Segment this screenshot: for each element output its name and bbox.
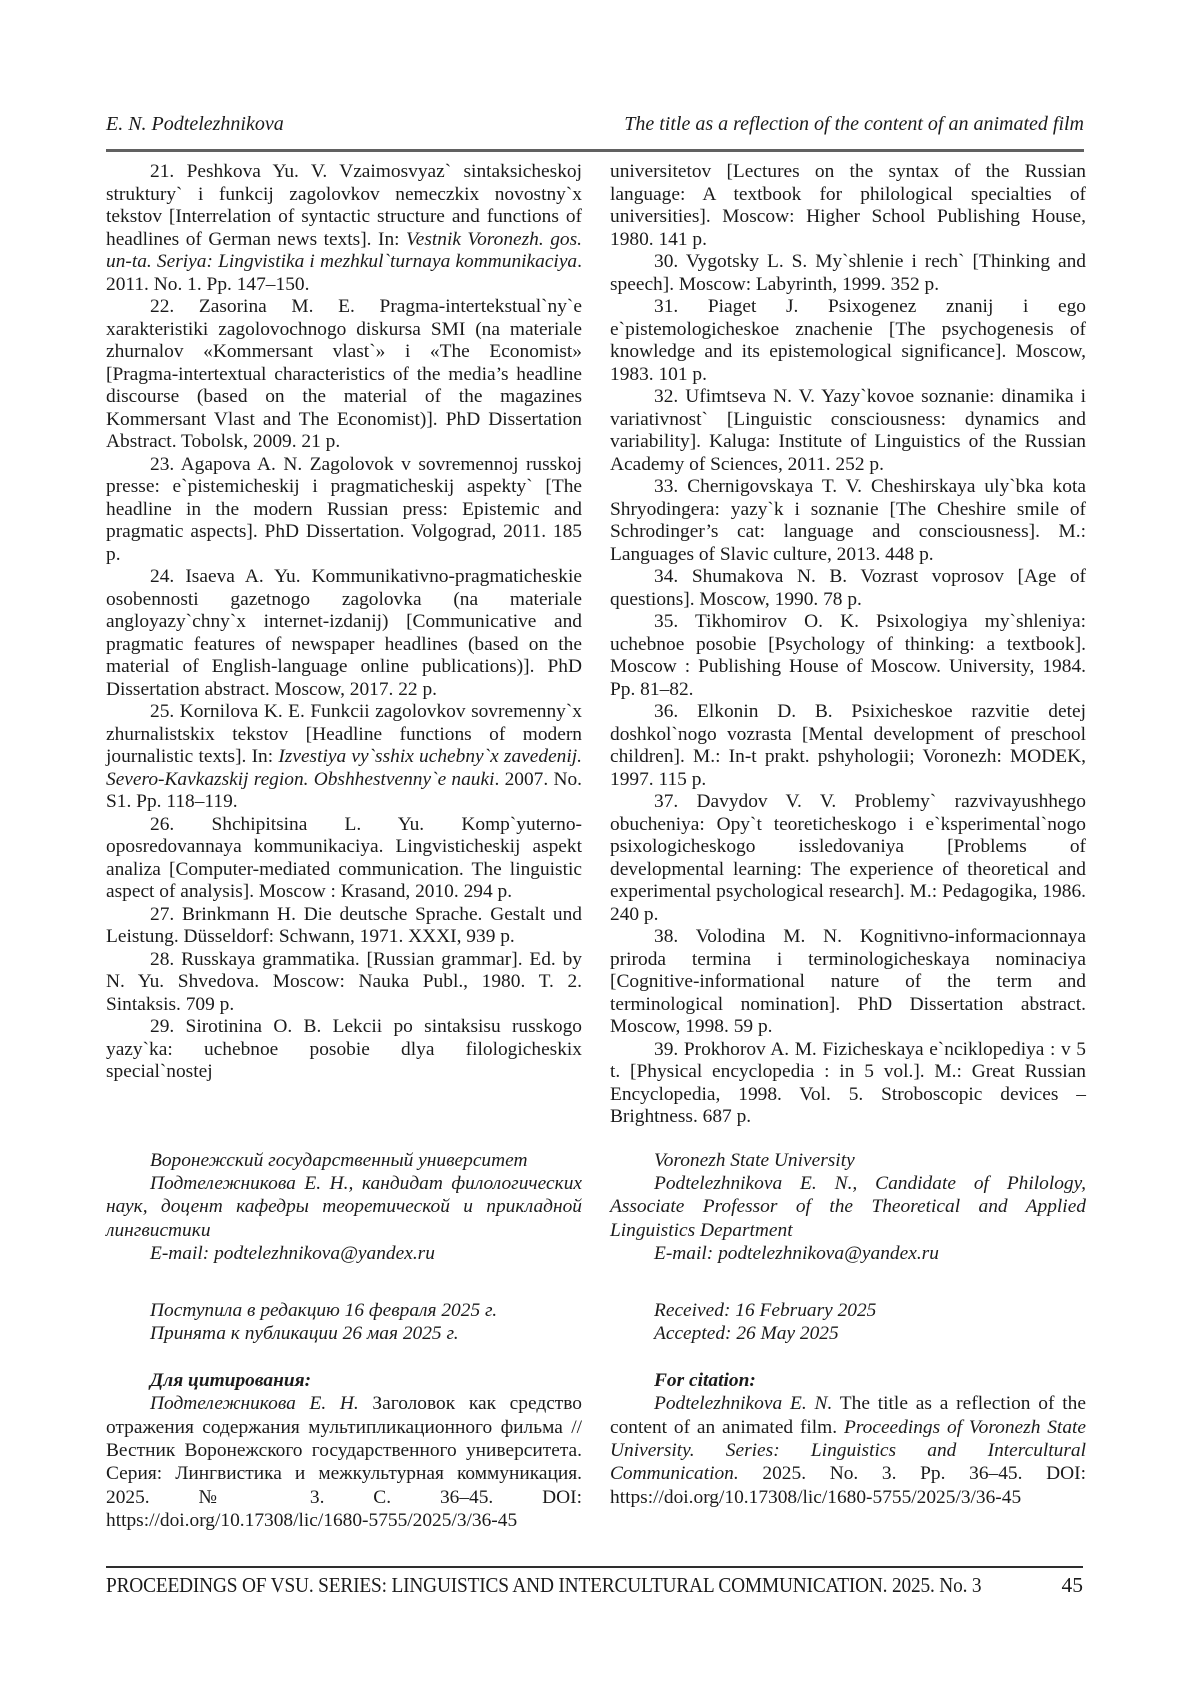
header-rule <box>106 149 1084 152</box>
dates-en <box>610 1299 1086 1345</box>
received-date-en: Received: 16 February 2025 <box>654 1300 877 1321</box>
author-info-ru <box>106 1149 582 1265</box>
reference-item <box>106 701 582 814</box>
text-run: 26. Shchipitsina L. Yu. Komp`yuterno-oposredovannaya kommunikaciya. Lingvisticheskij aspekt analiza [Computer-mediated communication. The linguistic aspect of analysis]. Moscow : Krasand, 2010. 294 p. <box>106 813 582 902</box>
text-run: Izvestiya vy`sshix uchebny`x zavedenij. Severo-Kavkazskij region. Obshhestvenny`e nauki <box>106 746 583 790</box>
text-run: 25. Kornilova K. E. Funkcii zagolovkov sovremenny`x zhurnalistskix tekstov [Headline functions of modern journalistic texts]. In: <box>106 701 582 767</box>
reference-item <box>610 476 1086 566</box>
text-run: The title as a reflection of the content of an animated film. <box>610 1393 1086 1438</box>
author-info-en <box>610 1149 1086 1265</box>
text-run: 34. Shumakova N. B. Vozrast voprosov [Age of questions]. Moscow, 1990. 78 p. <box>610 566 1086 610</box>
citation-ru <box>106 1369 582 1533</box>
citation-text-ru <box>106 1392 582 1532</box>
text-run: universitetov [Lectures on the syntax of the Russian language: A textbook for philological specialties of universities]. Moscow: Higher School Publishing House, 1980. 141 p. <box>610 161 1086 250</box>
text-run: 30. Vygotsky L. S. My`shlenie i rech` [Thinking and speech]. Moscow: Labyrinth, 1999. 352 p. <box>610 251 1086 295</box>
accepted-date-en: Accepted: 26 May 2025 <box>654 1323 839 1345</box>
text-run: 35. Tikhomirov O. K. Psixologiya my`shleniya: uchebnoe posobie [Psychology of thinking: a textbook]. Moscow : Publishing House of Moscow. University, 1984. Pp. 81–82. <box>610 611 1086 700</box>
footer-page-number: 45 <box>1061 1573 1083 1597</box>
reference-item <box>610 791 1086 926</box>
reference-item <box>106 814 582 904</box>
reference-item <box>610 701 1086 791</box>
running-header-author: E. N. Podtelezhnikova <box>106 113 284 135</box>
author-bio-ru: Подтележникова Е. Н., кандидат филологических наук, доцент кафедры теоретической и прикладной лингвистики <box>106 1173 582 1241</box>
text-run: Proceedings of Voronezh State University. Series: Linguistics and Intercultural Communication. <box>610 1416 1087 1485</box>
text-run: 24. Isaeva A. Yu. Kommunikativno-pragmaticheskie osobennosti gazetnogo zagolovka (na materiale angloyazy`chny`x internet-izdanij) [Communicative and pragmatic features of newspaper headlines (based on the material of English-language online publications)]. PhD Dissertation abstract. Moscow, 2017. 22 p. <box>106 566 582 700</box>
citation-text-en <box>610 1392 1086 1509</box>
reference-item <box>106 904 582 949</box>
citation-en <box>610 1369 1086 1533</box>
text-run: 28. Russkaya grammatika. [Russian grammar]. Ed. by N. Yu. Shvedova. Moscow: Nauka Publ., 1980. T. 2. Sintaksis. 709 p. <box>106 948 582 1015</box>
text-run: 23. Agapova A. N. Zagolovok v sovremennoj russkoj presse: e`pistemicheskij i pragmaticheskij aspekty` [The headline in the modern Russian press: Epistemic and pragmatic aspects]. PhD Dissertation. Volgograd, 2011. 185 p. <box>106 453 582 565</box>
text-run: . 2007. No. S1. Pp. 118–119. <box>106 768 582 812</box>
text-run: 22. Zasorina M. E. Pragma-intertekstual`ny`e xarakteristiki zagolovochnogo diskursa SMI (na materiale zhurnalov «Kommersant vlast`» i «The Economist» [Pragma-intertextual characteristics of the media’s headline discourse (based on the material of the magazines Kommersant Vlast and The Economist)]. PhD Dissertation Abstract. Tobolsk, 2009. 21 p. <box>106 296 582 452</box>
references-section <box>106 161 1086 1129</box>
reference-item <box>610 161 1086 251</box>
reference-item <box>610 251 1086 296</box>
text-run: 36. Elkonin D. B. Psixicheskoe razvitie detej doshkol`nogo vozrasta [Mental development of preschool children]. M.: In-t prakt. pshyhologii; Voronezh: MODEK, 1997. 115 p. <box>610 701 1086 790</box>
text-run: . 2011. No. 1. Pp. 147–150. <box>106 251 582 295</box>
reference-item <box>610 296 1086 386</box>
text-run: 32. Ufimtseva N. V. Yazy`kovoe soznanie: dinamika i variativnost` [Linguistic consciousness: dynamics and variability]. Kaluga: Institute of Linguistics of the Russian Academy of Sciences, 2011. 252 p. <box>610 386 1086 475</box>
reference-item <box>610 386 1086 476</box>
author-email-ru: E-mail: podtelezhnikova@yandex.ru <box>150 1242 435 1264</box>
reference-item <box>106 566 582 701</box>
footer-journal-line: PROCEEDINGS OF VSU. SERIES: LINGUISTICS AND INTERCULTURAL COMMUNICATION. 2025. No. 3 <box>106 1573 982 1597</box>
text-run: 27. Brinkmann H. Die deutsche Sprache. Gestalt und Leistung. Düsseldorf: Schwann, 1971. XXXI, 939 p. <box>106 903 582 947</box>
reference-item <box>610 926 1086 1039</box>
references-right-column <box>610 161 1086 1129</box>
author-bio-en: Podtelezhnikova E. N., Candidate of Philology, Associate Professor of the Theoretical and Applied Linguistics Department <box>610 1173 1086 1241</box>
text-run: 38. Volodina M. N. Kognitivno-informacionnaya priroda termina i terminologicheskaya nominaciya [Cognitive-informational nature of the term and terminological nomination]. PhD Dissertation abstract. Moscow, 1998. 59 p. <box>610 926 1086 1037</box>
dates-ru <box>106 1299 582 1345</box>
running-header <box>106 112 1084 136</box>
text-run: 31. Piaget J. Psixogenez znanij i ego e`pistemologicheskoe znachenie [The psychogenesis of knowledge and its epistemological significance]. Moscow, 1983. 101 p. <box>610 296 1086 385</box>
reference-item <box>106 296 582 454</box>
running-header-title: The title as a reflection of the content of an animated film <box>624 113 1084 135</box>
text-run: 2025. No. 3. Pp. 36–45. DOI: https://doi.org/10.17308/lic/1680-5755/2025/3/36-45 <box>610 1463 1086 1508</box>
reference-item <box>610 611 1086 701</box>
text-run: Vestnik Voronezh. gos. un-ta. Seriya: Lingvistika i mezhkul`turnaya kommunikaciya <box>106 228 582 272</box>
reference-item <box>610 1039 1086 1129</box>
accepted-date-ru: Принята к публикации 26 мая 2025 г. <box>150 1323 459 1345</box>
text-run: Заголовок как средство отражения содержания мультипликационного фильма // Вестник Воронежского государственного университета. Серия: Лингвистика и межкультурная коммуникация. 2025. № 3. С. 36–45. DOI: https://doi.org/10.17308/lic/1680-5755/2025/3/36-45 <box>106 1393 582 1532</box>
reference-item <box>610 566 1086 611</box>
reference-item <box>106 161 582 296</box>
received-date-ru: Поступила в редакцию 16 февраля 2025 г. <box>150 1300 498 1321</box>
text-run: Подтележникова Е. Н. <box>150 1393 359 1415</box>
affiliation-ru: Воронежский государственный университет <box>150 1150 528 1171</box>
references-left-column <box>106 161 582 1129</box>
text-run: 39. Prokhorov A. M. Fizicheskaya e`nciklopediya : v 5 t. [Physical encyclopedia : in 5 vol.]. M.: Great Russian Encyclopedia, 1998. Vol. 5. Stroboscopic devices – Brightness. 687 p. <box>610 1038 1086 1127</box>
text-run: Podtelezhnikova E. N. <box>654 1393 833 1415</box>
citation-heading-en: For citation: <box>654 1370 756 1391</box>
reference-item <box>106 454 582 567</box>
author-info-section <box>106 1149 1086 1265</box>
text-run: 37. Davydov V. V. Problemy` razvivayushhego obucheniya: Opy`t teoreticheskogo i e`ksperimental`nogo psixologicheskogo issledovaniya [Problems of developmental learning: The experience of theoretical and experimental psychological research]. M.: Pedagogika, 1986. 240 p. <box>610 791 1086 925</box>
text-run: 29. Sirotinina O. B. Lekcii po sintaksisu russkogo yazy`ka: uchebnoe posobie dlya filologicheskix special`nostej <box>106 1016 582 1082</box>
author-email-en: E-mail: podtelezhnikova@yandex.ru <box>654 1242 939 1264</box>
citation-heading-ru: Для цитирования: <box>150 1370 312 1391</box>
text-run: 21. Peshkova Yu. V. Vzaimosvyaz` sintaksicheskoj struktury` i funkcij zagolovkov nemeczkix novostny`x tekstov [Interrelation of syntactic structure and functions of headlines of German news texts]. In: <box>106 161 582 250</box>
reference-item <box>106 949 582 1017</box>
citation-section <box>106 1369 1086 1533</box>
dates-section <box>106 1299 1086 1345</box>
footer <box>106 1572 1083 1598</box>
footer-rule <box>106 1566 1083 1568</box>
reference-item <box>106 1016 582 1084</box>
text-run: 33. Chernigovskaya T. V. Cheshirskaya uly`bka kota Shryodingera: yazy`k i soznanie [The Cheshire smile of Schrodinger’s cat: language and consciousness]. M.: Languages of Slavic culture, 2013. 448 p. <box>610 476 1086 565</box>
affiliation-en: Voronezh State University <box>654 1150 855 1171</box>
